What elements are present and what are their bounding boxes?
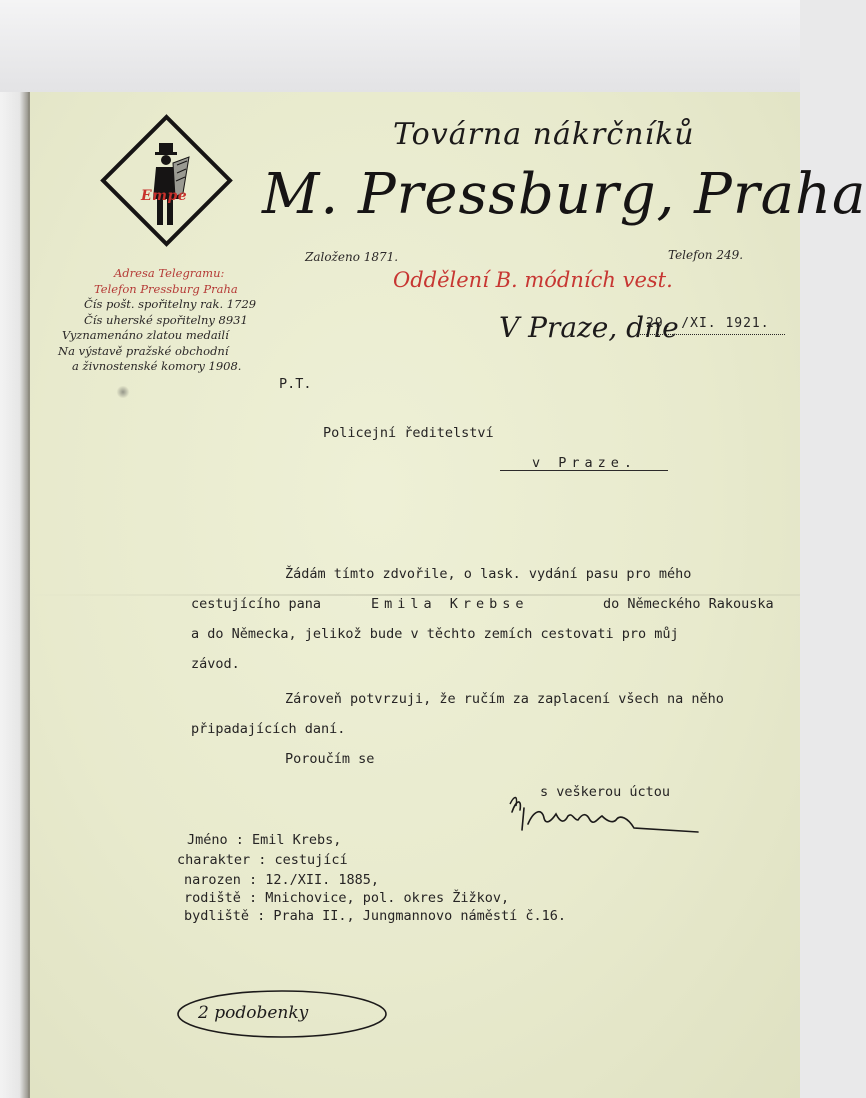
body-line: do Německého Rakouska: [603, 596, 774, 612]
body-line: Žádám tímto zdvořile, o lask. vydání pasu pro mého: [285, 566, 692, 582]
body-line: závod.: [191, 656, 240, 672]
department-line: Oddělení B. módních vest.: [393, 268, 673, 292]
info-line: a živnostenské komory 1908.: [72, 359, 242, 373]
firm-name: M. Pressburg, Praha: [262, 162, 866, 227]
place-date-label: V Praze, dne: [499, 311, 679, 344]
info-line: Na výstavě pražské obchodní: [58, 343, 229, 358]
person-name: Jméno : Emil Krebs,: [187, 832, 342, 848]
recipient-line: Policejní ředitelství: [323, 425, 494, 441]
scan-background-top: [0, 0, 800, 92]
body-line: a do Německa, jelikož bude v těchto zemích cestovati pro můj: [191, 626, 679, 642]
scan-background-left: [0, 92, 28, 1098]
recipient-city: v Praze.: [532, 455, 638, 471]
person-residence: bydliště : Praha II., Jungmannovo náměstí č.16.: [184, 908, 567, 924]
body-line: cestujícího pana: [191, 596, 322, 612]
info-line: Vyznamenáno zlatou medailí: [62, 328, 229, 342]
letter-date: 29. /XI. 1921.: [646, 316, 770, 331]
info-line: Čís uherské spořitelny 8931: [84, 312, 248, 327]
body-line: Poroučím se: [285, 751, 375, 767]
attachment-note: 2 podobenky: [198, 1003, 309, 1023]
person-birthplace: rodiště : Mnichovice, pol. okres Žižkov,: [184, 890, 510, 906]
company-info-block: [54, 266, 284, 375]
traveler-name: Emila Krebse: [371, 596, 529, 612]
info-line: Adresa Telegramu:: [114, 266, 225, 280]
closing-line: s veškerou úctou: [540, 784, 671, 800]
body-line: Zároveň potvrzuji, že ručím za zaplacení všech na něho: [285, 691, 724, 707]
body-line: připadajících daní.: [191, 721, 346, 737]
date-dotted-line: [637, 334, 785, 335]
person-born: narozen : 12./XII. 1885,: [184, 872, 380, 888]
factory-title: Továrna nákrčníků: [393, 117, 695, 152]
info-line: Čís pošt. spořitelny rak. 1729: [84, 297, 257, 311]
ink-smudge: [116, 386, 130, 398]
person-character: charakter : cestující: [177, 852, 348, 868]
logo-name: Empe: [141, 188, 188, 204]
recipient-underline: [500, 470, 668, 471]
founded-year: Založeno 1871.: [305, 250, 399, 264]
signature-icon: [508, 790, 708, 850]
info-line: Telefon Pressburg Praha: [94, 281, 238, 296]
logo-diamond-icon: [99, 113, 234, 248]
phone-number: Telefon 249.: [668, 248, 744, 262]
salutation: P.T.: [279, 376, 312, 392]
company-logo: [99, 113, 234, 248]
